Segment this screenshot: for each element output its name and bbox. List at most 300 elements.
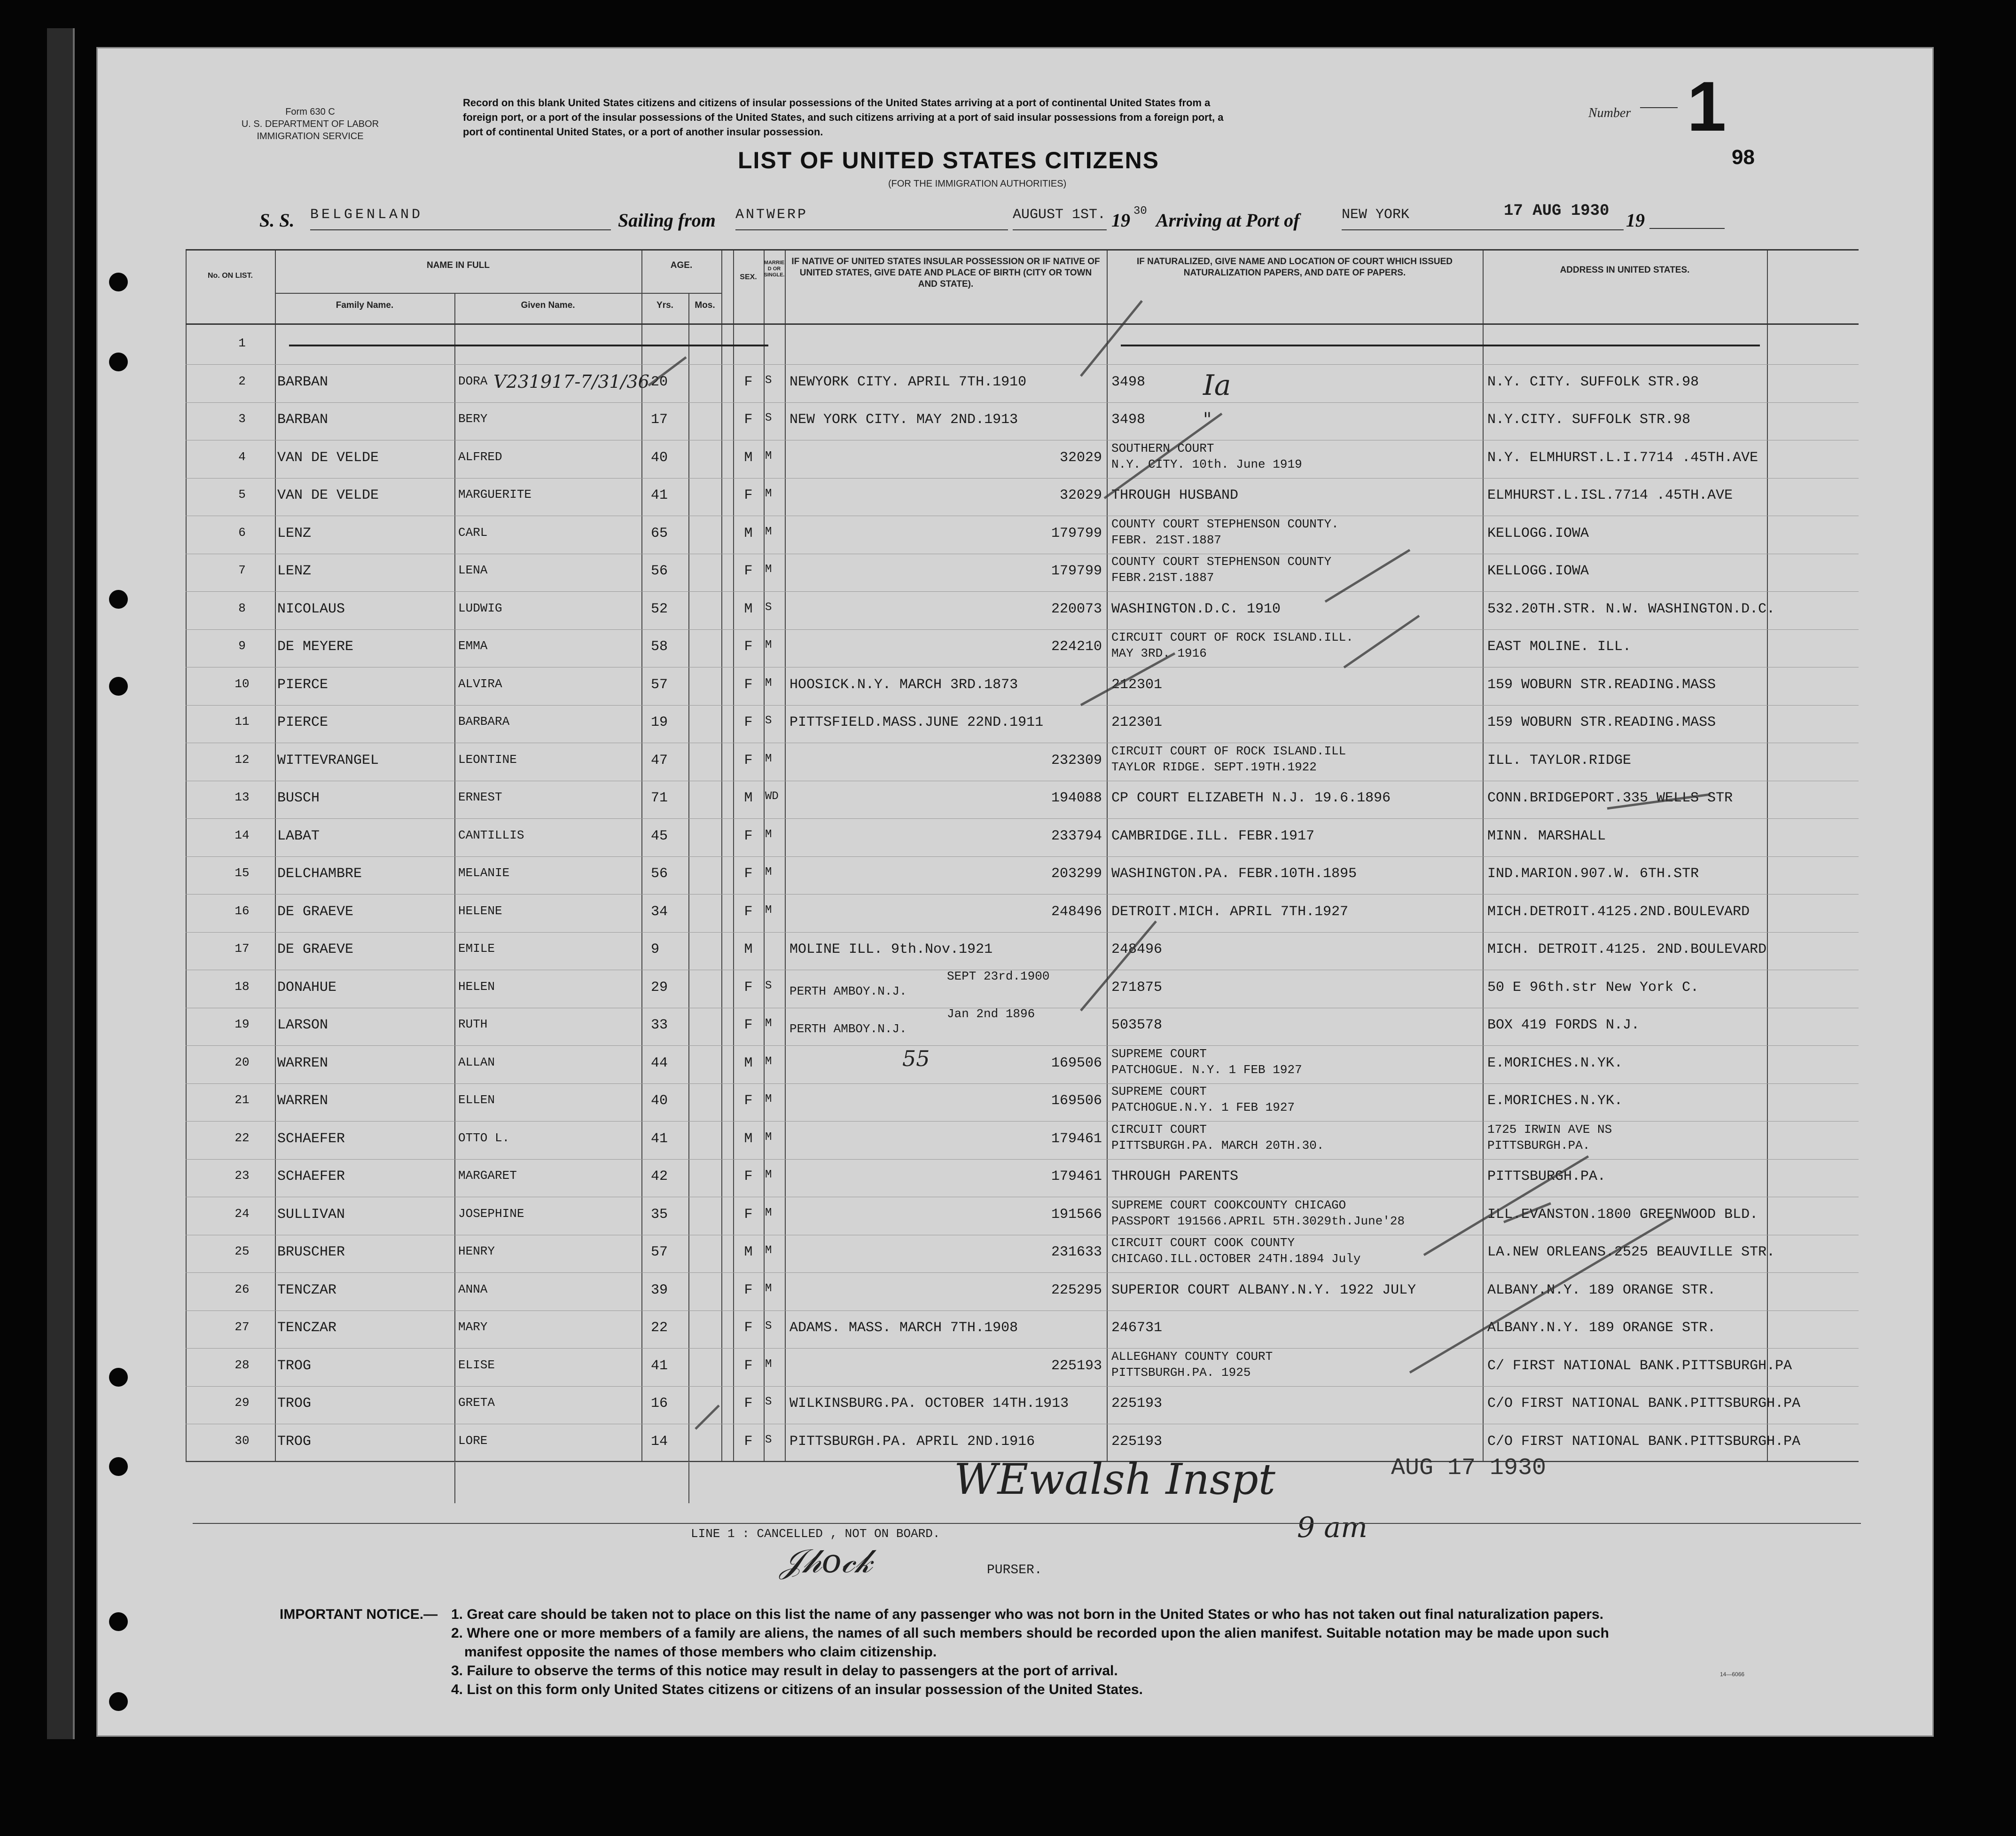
cell-ms: M (765, 1357, 772, 1371)
cell-family: LENZ (277, 525, 312, 541)
col-sex: SEX. (740, 273, 757, 281)
cell-family: DE MEYERE (277, 639, 354, 655)
notice-body (451, 1605, 1609, 1699)
cell-addr: N.Y.CITY. SUFFOLK STR.98 (1487, 412, 1691, 428)
cell-family: TENCZAR (277, 1320, 337, 1336)
cell-no: 11 (234, 714, 250, 729)
cell-family: DE GRAEVE (277, 903, 354, 920)
cell-addr: 159 WOBURN STR.READING.MASS (1487, 714, 1716, 730)
cell-court2: PITTSBURGH.PA. 1925 (1111, 1365, 1251, 1380)
cell-sex: F (744, 866, 753, 882)
cell-given: LORE (458, 1433, 488, 1448)
cell-yrs: 57 (651, 676, 668, 693)
col-address: ADDRESS IN UNITED STATES. (1560, 265, 1690, 275)
cell-given: ELISE (458, 1357, 495, 1372)
cell-cert: 179799 (1051, 563, 1102, 579)
cell-cert: 225193 (1051, 1357, 1102, 1374)
sailing-date: AUGUST 1ST. (1013, 207, 1107, 230)
cell-addr: C/O FIRST NATIONAL BANK.PITTSBURGH.PA (1487, 1396, 1801, 1412)
cell-addr: N.Y. CITY. SUFFOLK STR.98 (1487, 374, 1699, 390)
cell-no: 26 (234, 1282, 250, 1296)
cell-given: HELENE (458, 903, 502, 918)
cell-yrs: 35 (651, 1206, 668, 1223)
cell-birth: ADAMS. MASS. MARCH 7TH.1908 (789, 1320, 1018, 1336)
cell-sex: F (744, 1320, 753, 1336)
cell-sex: F (744, 1017, 753, 1033)
cell-given: LUDWIG (458, 601, 502, 615)
cell-ms: M (765, 828, 772, 841)
col-age: AGE. (670, 260, 693, 270)
cell-court: 3498 (1111, 374, 1146, 390)
cell-given: CANTILLIS (458, 828, 524, 842)
cell-family: PIERCE (277, 714, 328, 730)
cell-birth: PITTSBURGH.PA. APRIL 2ND.1916 (789, 1433, 1035, 1450)
cell-yrs: 41 (651, 487, 668, 503)
cell-no: 19 (234, 1017, 250, 1031)
cell-yrs: 16 (651, 1396, 668, 1412)
cell-ms: S (765, 979, 772, 992)
cell-ms: S (765, 714, 772, 727)
cell-family: BARBAN (277, 412, 328, 428)
cell-birth: NEWYORK CITY. APRIL 7TH.1910 (789, 374, 1027, 390)
cell-court2: PITTSBURGH.PA. MARCH 20TH.30. (1111, 1138, 1324, 1153)
cell-no: 1 (238, 336, 246, 350)
cell-cert: 32029 (1059, 449, 1102, 466)
cell-birth: MOLINE ILL. 9th.Nov.1921 (789, 942, 993, 957)
line1-note: LINE 1 : CANCELLED , NOT ON BOARD. (691, 1527, 940, 1541)
cell-given: BARBARA (458, 714, 510, 729)
cell-no: 17 (234, 942, 250, 956)
cell-no: 2 (238, 374, 246, 388)
list-subtitle: (FOR THE IMMIGRATION AUTHORITIES) (888, 179, 1067, 189)
cell-yrs: 34 (651, 903, 668, 920)
cell-no: 12 (234, 752, 250, 767)
year2-label: 19 (1626, 210, 1645, 231)
cell-birth: NEW YORK CITY. MAY 2ND.1913 (789, 412, 1018, 428)
arriving-label: Arriving at Port of (1156, 210, 1300, 231)
cell-yrs: 44 (651, 1055, 668, 1071)
cell-court2: FEBR. 21ST.1887 (1111, 533, 1222, 547)
form-code: 14—6066 (1720, 1671, 1745, 1678)
cell-addr: ALBANY.N.Y. 189 ORANGE STR. (1487, 1282, 1716, 1298)
cell-court: 246731 (1111, 1320, 1163, 1336)
cell-ms: M (765, 1282, 772, 1295)
cell-court: ALLEGHANY COUNTY COURT (1111, 1349, 1273, 1364)
cell-yrs: 52 (651, 601, 668, 617)
cell-court: SOUTHERN COURT (1111, 441, 1214, 455)
cell-given: LENA (458, 563, 488, 577)
cell-birth: HOOSICK.N.Y. MARCH 3RD.1873 (789, 676, 1018, 693)
ss-label: S. S. (259, 210, 295, 231)
cell-family: TROG (277, 1357, 312, 1374)
cell-yrs: 58 (651, 639, 668, 655)
cell-addr: ALBANY.N.Y. 189 ORANGE STR. (1487, 1320, 1716, 1336)
cell-given: MARY (458, 1320, 488, 1334)
department-name: U. S. DEPARTMENT OF LABOR (241, 119, 379, 129)
cell-given: CARL (458, 525, 488, 540)
cell-addr: E.MORICHES.N.YK. (1487, 1055, 1623, 1071)
cell-family: BRUSCHER (277, 1244, 345, 1260)
cell-court2: PATCHOGUE.N.Y. 1 FEB 1927 (1111, 1100, 1295, 1114)
col-birth: IF NATIVE OF UNITED STATES INSULAR POSSESSION OR IF NATIVE OF UNITED STATES, GIVE DATE AND PLACE OF BIRTH (CITY OR TOWN AND STATE). (791, 257, 1100, 289)
cell-yrs: 9 (651, 942, 660, 957)
cell-court2: FEBR.21ST.1887 (1111, 571, 1214, 585)
cell-ms: M (765, 639, 772, 651)
cell-family: LARSON (277, 1017, 328, 1033)
cell-addr: BOX 419 FORDS N.J. (1487, 1017, 1640, 1033)
cell-no: 14 (234, 828, 250, 842)
cell-court: SUPREME COURT COOKCOUNTY CHICAGO (1111, 1198, 1346, 1212)
cell-family: SCHAEFER (277, 1169, 345, 1185)
cell-no: 3 (238, 412, 246, 426)
cell-no: 5 (238, 487, 246, 502)
cell-given: OTTO L. (458, 1130, 510, 1145)
cell-ms: S (765, 601, 772, 614)
cell-cert: 232309 (1051, 752, 1102, 769)
cell-family: TROG (277, 1396, 312, 1412)
col-given: Given Name. (521, 300, 575, 310)
cell-cert: 191566 (1051, 1206, 1102, 1223)
cell-no: 16 (234, 903, 250, 918)
cell-yrs: 56 (651, 563, 668, 579)
year-suffix: 30 (1133, 205, 1147, 218)
cell-ms: M (765, 866, 772, 879)
list-number: 1 (1687, 67, 1727, 146)
cell-court: CIRCUIT COURT COOK COUNTY (1111, 1236, 1295, 1250)
cell-given: ALLAN (458, 1055, 495, 1069)
service-name: IMMIGRATION SERVICE (257, 131, 364, 141)
cell-court: WASHINGTON.PA. FEBR.10TH.1895 (1111, 866, 1357, 882)
cell-yrs: 47 (651, 752, 668, 769)
cell-yrs: 19 (651, 714, 668, 730)
cell-court: 3498 (1111, 412, 1146, 428)
cell-given: ANNA (458, 1282, 488, 1296)
cell-sex: F (744, 412, 753, 428)
cell-addr: ELMHURST.L.ISL.7714 .45TH.AVE (1487, 487, 1733, 503)
cell-court2: TAYLOR RIDGE. SEPT.19TH.1922 (1111, 760, 1317, 774)
cell-court: CIRCUIT COURT OF ROCK ISLAND.ILL (1111, 744, 1346, 758)
number-label: Number (1588, 106, 1631, 120)
cell-sex: F (744, 1093, 753, 1109)
cell-no: 21 (234, 1093, 250, 1107)
cell-yrs: 71 (651, 790, 668, 806)
cell-given: HELEN (458, 979, 495, 994)
cell-sex: F (744, 639, 753, 655)
cell-court2: MAY 3RD. 1916 (1111, 646, 1207, 660)
cell-given: LEONTINE (458, 752, 517, 767)
col-family: Family Name. (336, 300, 394, 310)
date-stamp: AUG 17 1930 (1391, 1455, 1547, 1482)
notice-heading: IMPORTANT NOTICE.— (280, 1607, 438, 1622)
cell-ms: M (765, 903, 772, 917)
cell-ms: S (765, 374, 772, 387)
inspector-signature: WEwalsh Inspt (954, 1455, 1275, 1504)
cell-no: 24 (234, 1206, 250, 1221)
cell-addr: CONN.BRIDGEPORT.335 WELLS STR (1487, 790, 1733, 806)
cell-sex: F (744, 752, 753, 769)
cell-cert: 220073 (1051, 601, 1102, 617)
cell-addr: LA.NEW ORLEANS.2525 BEAUVILLE STR. (1487, 1244, 1775, 1260)
cell-cert: 179461 (1051, 1169, 1102, 1185)
cell-addr: PITTSBURGH.PA. (1487, 1169, 1606, 1185)
col-married: MARRIED OR SINGLE. (764, 260, 785, 278)
cell-ms: M (765, 1169, 772, 1181)
cell-court: COUNTY COURT STEPHENSON COUNTY. (1111, 517, 1339, 531)
cell-ms: M (765, 1017, 772, 1030)
cell-court2: N.Y. CITY. 10th. June 1919 (1111, 457, 1302, 471)
cell-family: SCHAEFER (277, 1130, 345, 1147)
cell-sex: F (744, 487, 753, 503)
cell-cert: 169506 (1051, 1055, 1102, 1071)
cell-sex: F (744, 1357, 753, 1374)
page-number: 98 (1732, 146, 1755, 169)
cell-no: 28 (234, 1357, 250, 1372)
col-name: NAME IN FULL (426, 260, 490, 270)
cell-addr: N.Y. ELMHURST.L.I.7714 .45TH.AVE (1487, 449, 1758, 466)
cell-yrs: 45 (651, 828, 668, 844)
cell-cert: 179461 (1051, 1130, 1102, 1147)
cell-court: COUNTY COURT STEPHENSON COUNTY (1111, 555, 1332, 569)
cell-yrs: 57 (651, 1244, 668, 1260)
cell-court: SUPREME COURT (1111, 1046, 1207, 1061)
cell-no: 18 (234, 979, 250, 994)
cell-yrs: 20 (651, 374, 668, 390)
cell-sex: M (744, 449, 753, 466)
cell-ms: M (765, 752, 772, 765)
cell-ms: S (765, 412, 772, 424)
cell-sex: M (744, 942, 753, 957)
cell-no: 27 (234, 1320, 250, 1334)
cell-given: EMMA (458, 639, 488, 653)
handwritten-time: 9 am (1297, 1511, 1367, 1544)
cell-addr: EAST MOLINE. ILL. (1487, 639, 1632, 655)
cell-no: 8 (238, 601, 246, 615)
cell-given: JOSEPHINE (458, 1206, 524, 1221)
cell-court: 225193 (1111, 1433, 1163, 1450)
cell-cert: 224210 (1051, 639, 1102, 655)
cell-sex: F (744, 374, 753, 390)
cell-yrs: 41 (651, 1357, 668, 1374)
cell-court: CP COURT ELIZABETH N.J. 19.6.1896 (1111, 790, 1391, 806)
cell-court2: PASSPORT 191566.APRIL 5TH.3029th.June'28 (1111, 1214, 1405, 1228)
handwritten-ditto: " (1203, 409, 1212, 431)
cell-cert: 248496 (1051, 903, 1102, 920)
cell-cert: 203299 (1051, 866, 1102, 882)
cell-sex: M (744, 601, 753, 617)
port-to: NEW YORK (1342, 207, 1624, 230)
cell-ms: M (765, 1130, 772, 1144)
cell-family: DE GRAEVE (277, 942, 354, 957)
cell-court: 212301 (1111, 676, 1163, 693)
cell-court2: CHICAGO.ILL.OCTOBER 24TH.1894 July (1111, 1252, 1361, 1266)
cell-yrs: 17 (651, 412, 668, 428)
cell-no: 22 (234, 1130, 250, 1145)
cell-addr: MICH. DETROIT.4125. 2ND.BOULEVARD (1487, 942, 1767, 957)
cell-sex: F (744, 979, 753, 996)
ship-name: BELGENLAND (310, 207, 611, 230)
cell-court: SUPERIOR COURT ALBANY.N.Y. 1922 JULY (1111, 1282, 1416, 1298)
list-title: LIST OF UNITED STATES CITIZENS (738, 147, 1160, 173)
cell-ms: M (765, 1093, 772, 1106)
cell-no: 29 (234, 1396, 250, 1410)
cell-family: SULLIVAN (277, 1206, 345, 1223)
cell-cert: 32029 (1059, 487, 1102, 503)
cell-sex: F (744, 714, 753, 730)
cell-no: 4 (238, 449, 246, 464)
cell-ms: S (765, 1396, 772, 1408)
cell-ms: M (765, 1206, 772, 1219)
cell-cert: 225295 (1051, 1282, 1102, 1298)
cell-addr: 532.20TH.STR. N.W. WASHINGTON.D.C. (1487, 601, 1775, 617)
cell-family: WARREN (277, 1055, 328, 1071)
cell-ms: M (765, 563, 772, 576)
cell-family: DONAHUE (277, 979, 337, 996)
cell-no: 20 (234, 1055, 250, 1069)
cell-given: ALVIRA (458, 676, 502, 691)
cell-family: TENCZAR (277, 1282, 337, 1298)
purser-label: PURSER. (987, 1563, 1042, 1577)
cell-court: 503578 (1111, 1017, 1163, 1033)
cell-birth-top: SEPT 23rd.1900 (947, 969, 1050, 983)
col-naturalized: IF NATURALIZED, GIVE NAME AND LOCATION OF COURT WHICH ISSUED NATURALIZATION PAPERS, AND DATE OF PAPERS. (1136, 257, 1453, 278)
cell-given: DORA (458, 374, 488, 388)
footer-divider (193, 1523, 1861, 1524)
cell-sex: M (744, 1244, 753, 1260)
cell-addr: MICH.DETROIT.4125.2ND.BOULEVARD (1487, 903, 1750, 920)
cell-cert: 194088 (1051, 790, 1102, 806)
cell-family: VAN DE VELDE (277, 487, 379, 503)
notice-item: 3. Failure to observe the terms of this notice may result in delay to passengers at the port of arrival. (451, 1663, 1118, 1679)
cell-court: WASHINGTON.D.C. 1910 (1111, 601, 1281, 617)
cell-cert: 233794 (1051, 828, 1102, 844)
cell-given: BERY (458, 412, 488, 426)
year-prefix: 19 (1111, 210, 1130, 231)
cell-sex: F (744, 1282, 753, 1298)
cell-sex: M (744, 790, 753, 806)
cell-no: 10 (234, 676, 250, 691)
cell-ms: S (765, 1320, 772, 1333)
col-mos: Mos. (695, 300, 715, 310)
cell-yrs: 14 (651, 1433, 668, 1450)
port-from: ANTWERP (735, 207, 1008, 230)
cell-given: MARGUERITE (458, 487, 532, 502)
cell-family: BARBAN (277, 374, 328, 390)
cell-ms: M (765, 1244, 772, 1257)
cell-ms: M (765, 525, 772, 538)
cell-ms: M (765, 1055, 772, 1068)
cell-yrs: 22 (651, 1320, 668, 1336)
cell-court: 271875 (1111, 979, 1163, 996)
cell-court: CIRCUIT COURT (1111, 1122, 1207, 1137)
cell-sex: M (744, 1130, 753, 1147)
cell-addr: IND.MARION.907.W. 6TH.STR (1487, 866, 1699, 882)
notice-item: manifest opposite the names of those members who claim citizenship. (464, 1644, 937, 1660)
cell-addr: E.MORICHES.N.YK. (1487, 1093, 1623, 1109)
cell-cert: 231633 (1051, 1244, 1102, 1260)
cell-family: VAN DE VELDE (277, 449, 379, 466)
cell-yrs: 42 (651, 1169, 668, 1185)
cell-family: BUSCH (277, 790, 320, 806)
cell-addr: C/ FIRST NATIONAL BANK.PITTSBURGH.PA (1487, 1357, 1792, 1374)
cell-addr: 159 WOBURN STR.READING.MASS (1487, 676, 1716, 693)
cell-given: ERNEST (458, 790, 502, 804)
cell-ms: WD (765, 790, 779, 803)
cell-sex: F (744, 1433, 753, 1450)
cell-sex: F (744, 563, 753, 579)
arrival-date: 17 AUG 1930 (1504, 202, 1610, 220)
cell-ms: M (765, 487, 772, 500)
cell-addr: MINN. MARSHALL (1487, 828, 1606, 844)
cell-addr: C/O FIRST NATIONAL BANK.PITTSBURGH.PA (1487, 1433, 1801, 1450)
record-line: Record on this blank United States citizens and citizens of insular possessions of the United States arriving at a port of continental United States from a (463, 97, 1211, 109)
cell-ms: M (765, 676, 772, 690)
cell-family: TROG (277, 1433, 312, 1450)
cell-addr: 1725 IRWIN AVE NS (1487, 1122, 1612, 1137)
cell-yrs: 29 (651, 979, 668, 996)
cell-birth: PERTH AMBOY.N.J. (789, 1022, 907, 1036)
cell-family: PIERCE (277, 676, 328, 693)
cell-ms: S (765, 1433, 772, 1446)
handwritten-ia: Ia (1203, 369, 1231, 402)
cell-family: LENZ (277, 563, 312, 579)
cell-court: SUPREME COURT (1111, 1084, 1207, 1098)
cell-family: WITTEVRANGEL (277, 752, 379, 769)
cell-court: CIRCUIT COURT OF ROCK ISLAND.ILL. (1111, 630, 1353, 644)
record-line: port of continental United States, or a port of another insular possession. (463, 126, 823, 138)
cell-ms: M (765, 449, 772, 463)
cell-addr: KELLOGG.IOWA (1487, 525, 1589, 541)
cell-court: THROUGH HUSBAND (1111, 487, 1239, 503)
cell-no: 6 (238, 525, 246, 540)
cell-no: 7 (238, 563, 246, 577)
col-yrs: Yrs. (656, 300, 673, 310)
cell-no: 23 (234, 1169, 250, 1183)
cell-court2: PATCHOGUE. N.Y. 1 FEB 1927 (1111, 1062, 1302, 1077)
cell-family: DELCHAMBRE (277, 866, 362, 882)
cell-given: EMILE (458, 942, 495, 956)
cell-court: 248496 (1111, 942, 1163, 957)
cell-family: NICOLAUS (277, 601, 345, 617)
cell-no: 9 (238, 639, 246, 653)
cell-yrs: 41 (651, 1130, 668, 1147)
cell-yrs: 40 (651, 1093, 668, 1109)
form-number: Form 630 C (285, 107, 335, 117)
cell-birth: PERTH AMBOY.N.J. (789, 984, 907, 998)
cell-given: ALFRED (458, 449, 502, 464)
cell-addr: ILL. TAYLOR.RIDGE (1487, 752, 1632, 769)
cell-given: MARGARET (458, 1169, 517, 1183)
cell-yrs: 33 (651, 1017, 668, 1033)
cell-cert: 179799 (1051, 525, 1102, 541)
cell-given: ELLEN (458, 1093, 495, 1107)
cell-no: 30 (234, 1433, 250, 1448)
handwritten-v-number: V231917-7/31/36 (493, 371, 649, 392)
cell-addr: ILL.EVANSTON.1800 GREENWOOD BLD. (1487, 1206, 1758, 1223)
cell-court: DETROIT.MICH. APRIL 7TH.1927 (1111, 903, 1349, 920)
cell-given: RUTH (458, 1017, 488, 1031)
cell-cert: 169506 (1051, 1093, 1102, 1109)
cell-sex: F (744, 1169, 753, 1185)
cell-yrs: 65 (651, 525, 668, 541)
cell-sex: M (744, 525, 753, 541)
cell-birth-top: Jan 2nd 1896 (947, 1007, 1035, 1021)
cell-addr: 50 E 96th.str New York C. (1487, 979, 1699, 996)
cell-yrs: 40 (651, 449, 668, 466)
cell-no: 25 (234, 1244, 250, 1258)
cell-court: 225193 (1111, 1396, 1163, 1412)
record-line: foreign port, or a port of the insular possessions of the United States, and such citizens arriving at a port of said insular possessions from a foreign port, a (463, 111, 1224, 123)
notice-item: 4. List on this form only United States citizens or citizens of an insular possession of the United States. (451, 1682, 1143, 1697)
